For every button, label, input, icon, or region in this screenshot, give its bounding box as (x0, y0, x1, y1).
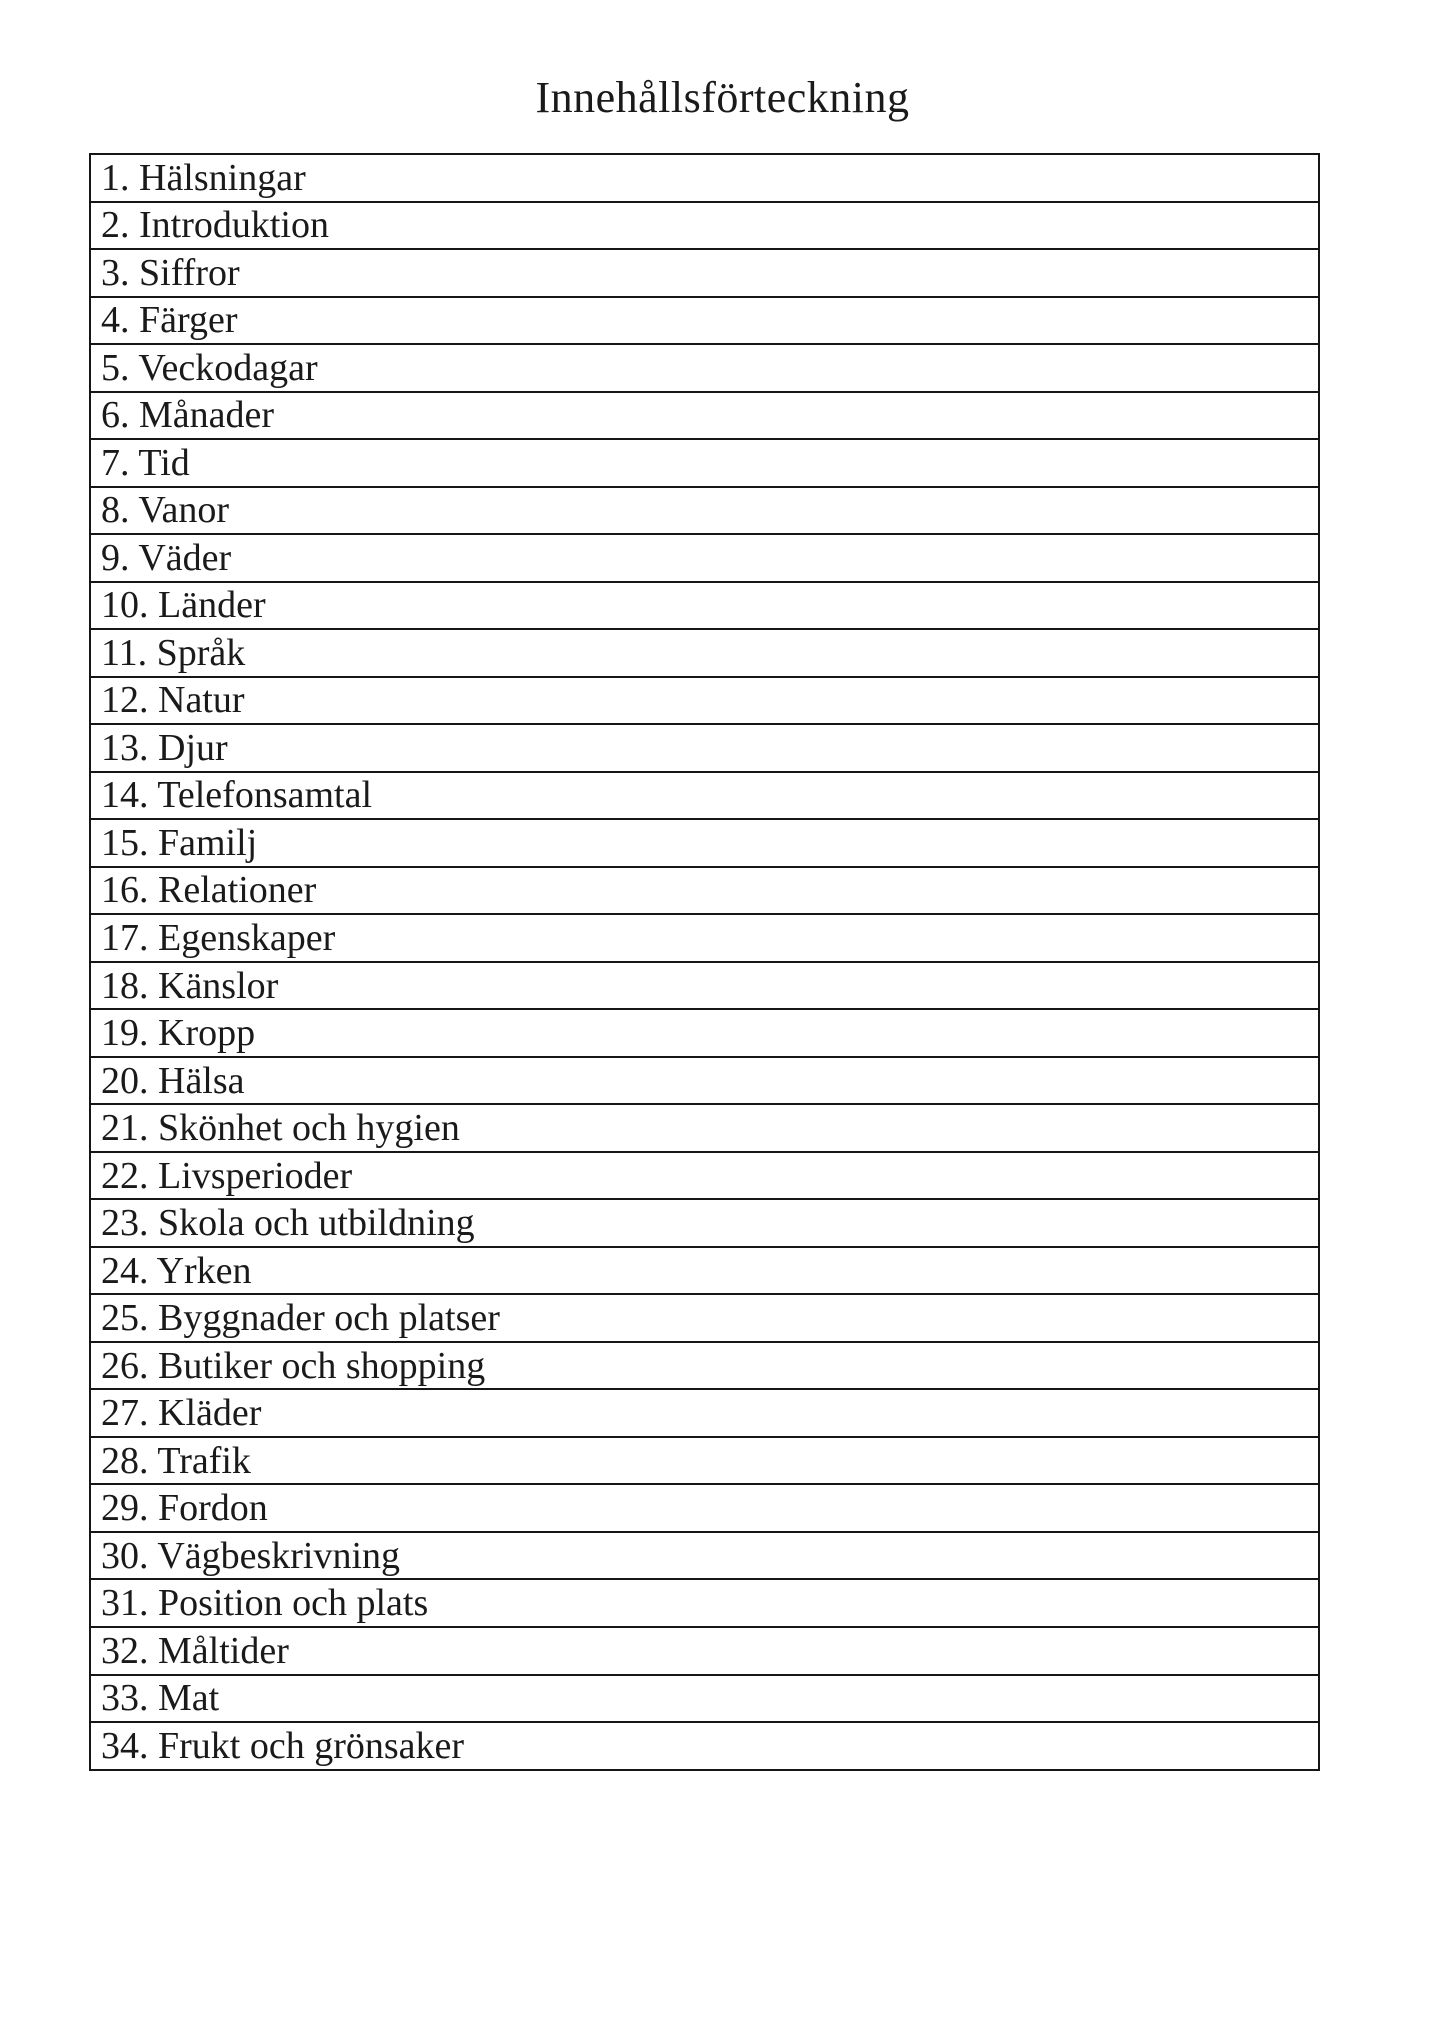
toc-entry: 2. Introduktion (90, 202, 1319, 250)
toc-row (90, 1627, 1319, 1675)
toc-row (90, 249, 1319, 297)
toc-entry: 6. Månader (90, 392, 1319, 440)
toc-row (90, 1722, 1319, 1770)
toc-row (90, 629, 1319, 677)
toc-row (90, 1104, 1319, 1152)
toc-row (90, 724, 1319, 772)
toc-row (90, 439, 1319, 487)
toc-row (90, 487, 1319, 535)
toc-row (90, 1484, 1319, 1532)
toc-row (90, 819, 1319, 867)
toc-row (90, 392, 1319, 440)
toc-entry: 25. Byggnader och platser (90, 1294, 1319, 1342)
toc-entry: 27. Kläder (90, 1389, 1319, 1437)
toc-entry: 28. Trafik (90, 1437, 1319, 1485)
toc-entry: 33. Mat (90, 1675, 1319, 1723)
toc-entry: 18. Känslor (90, 962, 1319, 1010)
toc-row (90, 582, 1319, 630)
toc-body (90, 154, 1319, 1770)
toc-row (90, 772, 1319, 820)
toc-entry: 5. Veckodagar (90, 344, 1319, 392)
toc-row (90, 534, 1319, 582)
toc-entry: 10. Länder (90, 582, 1319, 630)
toc-entry: 16. Relationer (90, 867, 1319, 915)
toc-entry: 11. Språk (90, 629, 1319, 677)
toc-row (90, 1057, 1319, 1105)
toc-entry: 21. Skönhet och hygien (90, 1104, 1319, 1152)
toc-row (90, 1152, 1319, 1200)
toc-entry: 24. Yrken (90, 1247, 1319, 1295)
toc-entry: 23. Skola och utbildning (90, 1199, 1319, 1247)
toc-row (90, 344, 1319, 392)
toc-entry: 19. Kropp (90, 1009, 1319, 1057)
toc-row (90, 867, 1319, 915)
toc-row (90, 1532, 1319, 1580)
toc-row (90, 1579, 1319, 1627)
toc-entry: 20. Hälsa (90, 1057, 1319, 1105)
toc-entry: 4. Färger (90, 297, 1319, 345)
toc-row (90, 1247, 1319, 1295)
toc-entry: 7. Tid (90, 439, 1319, 487)
toc-row (90, 1199, 1319, 1247)
toc-entry: 1. Hälsningar (90, 154, 1319, 202)
toc-row (90, 1294, 1319, 1342)
toc-row (90, 1437, 1319, 1485)
toc-entry: 8. Vanor (90, 487, 1319, 535)
toc-row (90, 202, 1319, 250)
toc-entry: 17. Egenskaper (90, 914, 1319, 962)
toc-entry: 15. Familj (90, 819, 1319, 867)
toc-row (90, 297, 1319, 345)
toc-row (90, 677, 1319, 725)
toc-entry: 31. Position och plats (90, 1579, 1319, 1627)
toc-entry: 13. Djur (90, 724, 1319, 772)
toc-entry: 3. Siffror (90, 249, 1319, 297)
toc-row (90, 962, 1319, 1010)
toc-entry: 32. Måltider (90, 1627, 1319, 1675)
toc-entry: 34. Frukt och grönsaker (90, 1722, 1319, 1770)
toc-row (90, 1009, 1319, 1057)
toc-row (90, 154, 1319, 202)
toc-entry: 9. Väder (90, 534, 1319, 582)
toc-table (89, 153, 1320, 1771)
toc-row (90, 1389, 1319, 1437)
toc-entry: 22. Livsperioder (90, 1152, 1319, 1200)
toc-row (90, 914, 1319, 962)
page-title: Innehållsförteckning (535, 73, 910, 122)
toc-entry: 12. Natur (90, 677, 1319, 725)
toc-entry: 26. Butiker och shopping (90, 1342, 1319, 1390)
toc-entry: 30. Vägbeskrivning (90, 1532, 1319, 1580)
toc-entry: 29. Fordon (90, 1484, 1319, 1532)
toc-entry: 14. Telefonsamtal (90, 772, 1319, 820)
toc-row (90, 1342, 1319, 1390)
toc-row (90, 1675, 1319, 1723)
